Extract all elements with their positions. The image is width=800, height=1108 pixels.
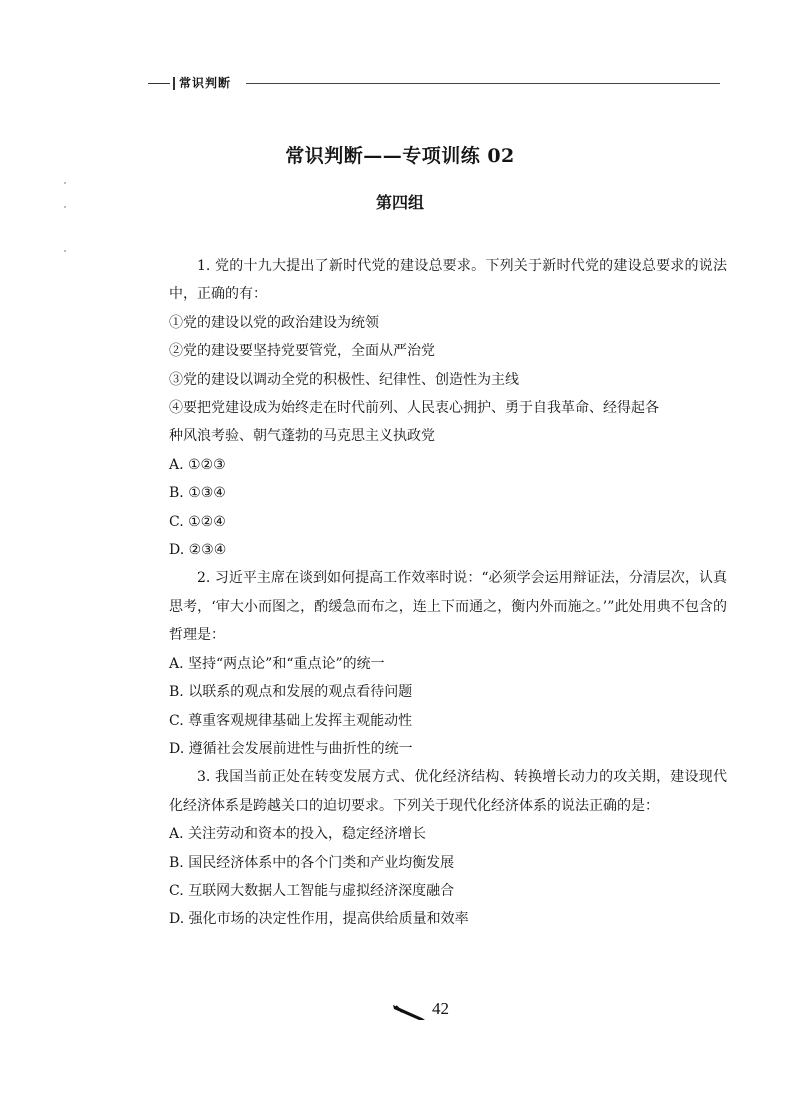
stem-line: 2. 习近平主席在谈到如何提高工作效率时说：“必须学会运用辩证法，分清层次， <box>197 570 699 587</box>
stem-line: 现代化经济体系是跨越关口的迫切要求。下列关于现代化经济体系的说法正确的是： <box>169 769 727 814</box>
question-3 <box>169 763 727 933</box>
option-c[interactable]: C. 尊重客观规律基础上发挥主观能动性 <box>169 712 413 729</box>
statement-line: 种风浪考验、朝气蓬勃的马克思主义执政党 <box>169 428 435 445</box>
stem-line: 用典不包含的哲理是： <box>169 598 728 644</box>
option-d[interactable]: D. 遵循社会发展前进性与曲折性的统一 <box>169 740 413 757</box>
header-section-label: 常识判断 <box>179 76 232 90</box>
question-2 <box>169 564 727 763</box>
statement <box>169 394 727 451</box>
scan-speck <box>64 250 66 252</box>
statement-line: ④要把党建设成为始终走在时代前列、人民衷心拥护、勇于自我革命、经得起各 <box>169 400 659 417</box>
quill-pen-icon <box>392 1003 426 1021</box>
option-b[interactable]: B. 以联系的观点和发展的观点看待问题 <box>169 684 413 701</box>
statement: ②党的建设要坚持党要管党，全面从严治党 <box>169 343 435 360</box>
option-b[interactable]: B. 国民经济体系中的各个门类和产业均衡发展 <box>169 854 455 871</box>
option-c[interactable]: C. ①②④ <box>169 513 226 530</box>
option-d[interactable]: D. ②③④ <box>169 542 227 559</box>
question-stem <box>169 763 727 820</box>
header-bar <box>173 77 175 90</box>
option-a[interactable]: A. 关注劳动和资本的投入，稳定经济增长 <box>169 826 427 843</box>
option-b[interactable]: B. ①③④ <box>169 485 226 502</box>
stem-line: 认真思考，‘审大小而图之，酌缓急而布之，连上下而通之，衡内外而施之。’”此处 <box>169 570 727 615</box>
group-subtitle: 第四组 <box>375 193 424 212</box>
question-1 <box>169 252 727 564</box>
option-d[interactable]: D. 强化市场的决定性作用，提高供给质量和效率 <box>169 911 469 928</box>
option-c[interactable]: C. 互联网大数据人工智能与虚拟经济深度融合 <box>169 882 455 899</box>
question-stem <box>169 252 727 309</box>
statement: ③党的建设以调动全党的积极性、纪律性、创造性为主线 <box>169 371 519 388</box>
stem-line: 1. 党的十九大提出了新时代党的建设总要求。下列关于新时代党的建设总要求 <box>197 258 685 274</box>
running-header <box>148 73 720 93</box>
page-title: 常识判断——专项训练 02 <box>285 145 515 167</box>
stem-line: 3. 我国当前正处在转变发展方式、优化经济结构、转换增长动力的攻关期，建设 <box>197 769 699 786</box>
option-a[interactable]: A. ①②③ <box>169 456 226 473</box>
header-dash <box>148 83 170 84</box>
header-rule <box>246 83 720 84</box>
option-a[interactable]: A. 坚持“两点论”和“重点论”的统一 <box>169 655 385 672</box>
scan-speck <box>64 182 66 184</box>
page-number: 42 <box>432 999 449 1018</box>
question-stem <box>169 564 727 649</box>
stem-line: 的说法中，正确的有： <box>169 258 728 303</box>
question-list <box>169 252 727 934</box>
statement: ①党的建设以党的政治建设为统领 <box>169 314 379 331</box>
